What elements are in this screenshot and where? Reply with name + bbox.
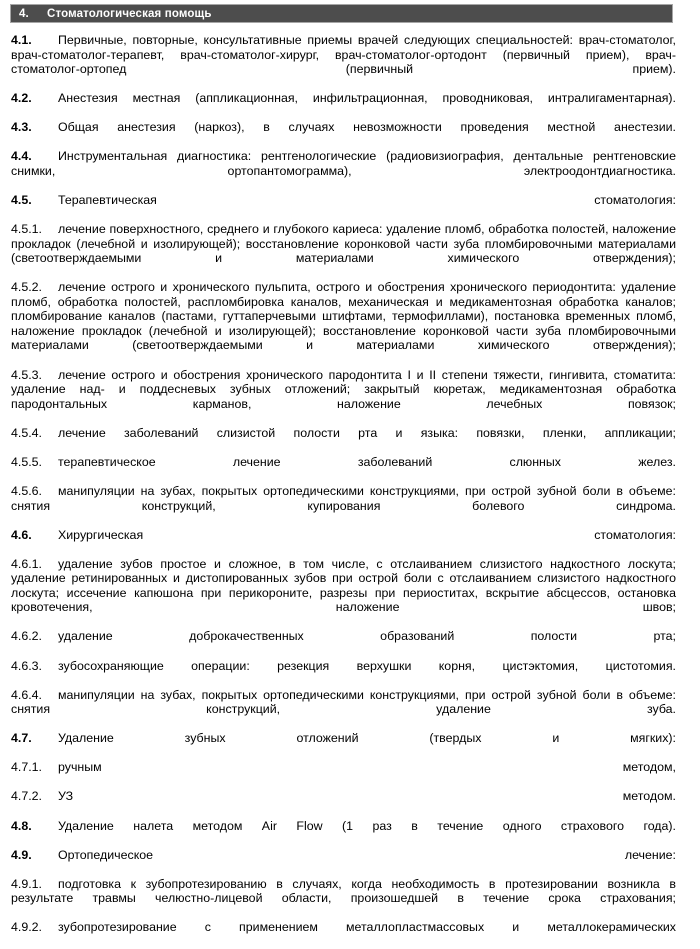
document-body bbox=[11, 33, 676, 949]
clause-text: Удаление зубных отложений (твердых и мягких): bbox=[58, 731, 676, 746]
clause-text: манипуляции на зубах, покрытых ортопедическими конструкциями, при острой зубной боли в объеме: снятия конструкций, купирования болевого синдрома. bbox=[11, 483, 676, 513]
clause-text: удаление зубов простое и сложное, в том числе, с отслаиванием слизистого надкостного лоскута; удаление ретинированных и дистопированных зубов при острой боли с отслаиванием слизистого надкостного лоскута; иссечение капюшона при перикороните, разрезы при периоститах, вскрытие абсцессов, остановка кровотечения, наложение швов; bbox=[11, 556, 676, 615]
clause-item bbox=[11, 789, 676, 818]
clause-number: 4.3. bbox=[11, 120, 32, 135]
clause-text: Удаление налета методом Air Flow (1 раз в течение одного страхового года). bbox=[58, 818, 676, 833]
clause-number: 4.5.1. bbox=[11, 222, 43, 237]
clause-item bbox=[11, 848, 676, 877]
clause-item bbox=[11, 91, 676, 120]
clause-text: ручным методом, bbox=[58, 760, 676, 775]
section-header-number: 4. bbox=[19, 7, 29, 20]
clause-item bbox=[11, 368, 676, 426]
clause-text: Хирургическая стоматология: bbox=[58, 527, 676, 542]
clause-number: 4.7.1. bbox=[11, 760, 43, 775]
clause-item bbox=[11, 426, 676, 455]
clause-number: 4.6.4. bbox=[11, 687, 43, 702]
clause-number: 4.5.6. bbox=[11, 483, 43, 498]
clause-number: 4.7. bbox=[11, 731, 32, 746]
clause-item bbox=[11, 222, 676, 280]
clause-item bbox=[11, 819, 676, 848]
clause-number: 4.6. bbox=[11, 527, 32, 542]
clause-number: 4.5.5. bbox=[11, 454, 43, 469]
clause-item bbox=[11, 149, 676, 193]
clause-number: 4.9.1. bbox=[11, 876, 43, 891]
clause-number: 4.5. bbox=[11, 193, 32, 208]
clause-text: Ортопедическое лечение: bbox=[58, 847, 676, 862]
section-header-title: Стоматологическая помощь bbox=[47, 7, 212, 20]
clause-number: 4.6.1. bbox=[11, 556, 43, 571]
clause-item bbox=[11, 484, 676, 528]
clause-text: Терапевтическая стоматология: bbox=[58, 193, 676, 208]
clause-text: лечение острого и хронического пульпита, острого и обострения хронического периодонтита: удаление пломб, обработка полостей, распломбировка каналов, механическая и медикаментозная обработка каналов; пломбирование каналов (пастами, гуттаперчевыми штифтами, термофиллами), постановка временных пломб, наложение прокладок (лечебной и изолирующей); восстановление коронковой части зуба пломбировочными материалами (светоотверждаемыми и материалами химического отверждения); bbox=[11, 280, 676, 353]
clause-item bbox=[11, 920, 676, 949]
clause-item bbox=[11, 528, 676, 557]
clause-item bbox=[11, 120, 676, 149]
clause-text: терапевтическое лечение заболеваний слюнных желез. bbox=[58, 454, 676, 469]
clause-number: 4.7.2. bbox=[11, 789, 43, 804]
clause-number: 4.5.3. bbox=[11, 367, 43, 382]
clause-text: лечение острого и обострения хронического пародонтита I и II степени тяжести, гингивита, стоматита: удаление над- и поддесневых зубных отложений; закрытый кюретаж, медикаментозная обработка пародонтальных карманов, наложение лечебных повязок; bbox=[11, 367, 676, 411]
clause-number: 4.2. bbox=[11, 91, 32, 106]
clause-text: Анестезия местная (аппликационная, инфильтрационная, проводниковая, интралигаментарная). bbox=[58, 91, 676, 106]
clause-number: 4.4. bbox=[11, 149, 32, 164]
clause-item bbox=[11, 193, 676, 222]
clause-number: 4.6.2. bbox=[11, 629, 43, 644]
clause-number: 4.9.2. bbox=[11, 920, 43, 935]
clause-item bbox=[11, 455, 676, 484]
clause-number: 4.1. bbox=[11, 33, 32, 47]
clause-text: подготовка к зубопротезированию в случаях, когда необходимость в протезировании возникла в результате травмы челюстно-лицевой области, произошедшей в течение срока страхования; bbox=[11, 876, 676, 906]
clause-item bbox=[11, 877, 676, 921]
clause-item bbox=[11, 731, 676, 760]
clause-item bbox=[11, 760, 676, 789]
clause-item bbox=[11, 659, 676, 688]
clause-text: УЗ методом. bbox=[58, 789, 676, 804]
clause-text: зубопротезирование с применением металлопластмассовых и металлокерамических bbox=[58, 920, 676, 935]
clause-item bbox=[11, 557, 676, 630]
clause-number: 4.5.2. bbox=[11, 280, 43, 295]
clause-item bbox=[11, 688, 676, 732]
clause-text: Инструментальная диагностика: рентгенологические (радиовизиография, дентальные рентгеновские снимки, ортопантомограмма), электроодонтдиагностика. bbox=[11, 149, 676, 178]
clause-text: манипуляции на зубах, покрытых ортопедическими конструкциями, при острой зубной боли в объеме: снятия конструкций, удаление зуба. bbox=[11, 687, 676, 717]
clause-text: Общая анестезия (наркоз), в случаях невозможности проведения местной анестезии. bbox=[58, 120, 676, 135]
clause-number: 4.5.4. bbox=[11, 425, 43, 440]
clause-text: зубосохраняющие операции: резекция верхушки корня, цистэктомия, цистотомия. bbox=[58, 658, 676, 673]
clause-text: удаление доброкачественных образований полости рта; bbox=[58, 629, 676, 644]
clause-item bbox=[11, 280, 676, 367]
clause-item bbox=[11, 629, 676, 658]
clause-text: Первичные, повторные, консультативные приемы врачей следующих специальностей: врач-стоматолог, врач-стоматолог-терапевт, врач-стоматолог-хирург, врач-стоматолог-ортодонт (первичный прием), врач-стоматолог-ортопед (первичный прием). bbox=[11, 33, 676, 77]
clause-number: 4.8. bbox=[11, 818, 32, 833]
clause-number: 4.9. bbox=[11, 847, 32, 862]
clause-text: лечение заболеваний слизистой полости рта и языка: повязки, пленки, аппликации; bbox=[58, 425, 676, 440]
clause-text: лечение поверхностного, среднего и глубокого кариеса: удаление пломб, обработка полостей, наложение прокладок (лечебной и изолирующей); восстановление коронковой части зуба пломбировочными материалами (светоотверждаемыми и материалами химического отверждения); bbox=[11, 222, 676, 266]
section-header-bar bbox=[10, 4, 673, 23]
clause-number: 4.6.3. bbox=[11, 658, 43, 673]
clause-item bbox=[11, 33, 676, 91]
